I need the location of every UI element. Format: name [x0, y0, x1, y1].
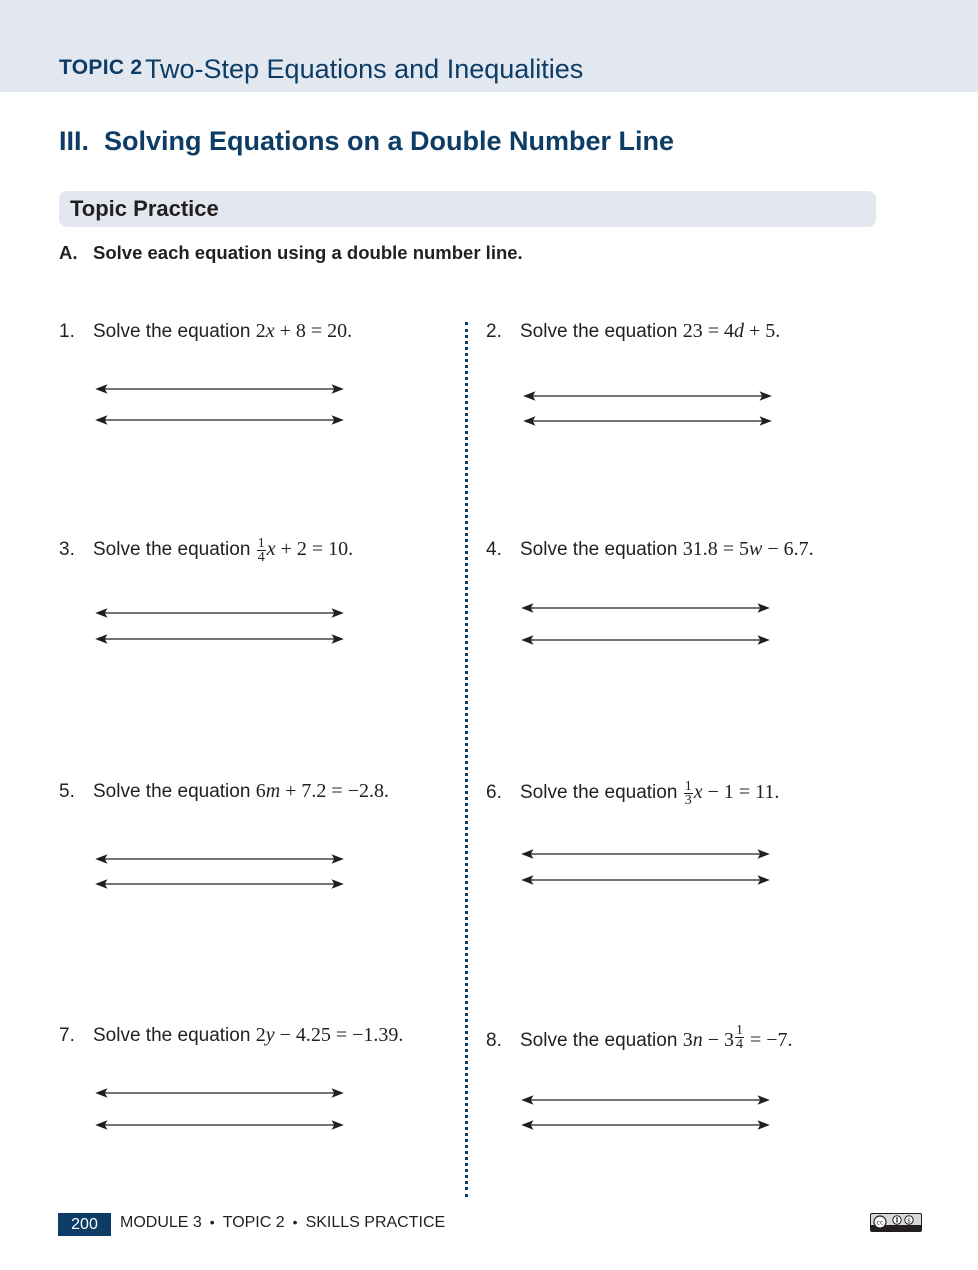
problem-number: 6.: [486, 782, 502, 804]
problem-number: 4.: [486, 539, 502, 560]
problem-1: [59, 320, 352, 343]
problem-5: [59, 780, 389, 803]
fraction: [735, 1024, 744, 1051]
number-line-bottom: [525, 418, 770, 425]
equation: [256, 1024, 404, 1046]
number-line-top: [523, 851, 768, 858]
variable: x: [266, 538, 276, 561]
problem-prompt: Solve the equation: [520, 539, 678, 560]
variable: y: [265, 1024, 275, 1046]
double-number-line-8: [522, 1094, 770, 1134]
problem-prompt: Solve the equation: [93, 321, 251, 342]
svg-text:$: $: [907, 1217, 911, 1225]
number-line-top: [97, 856, 342, 863]
double-number-line-1: [96, 382, 344, 428]
equation-mid: − 3: [702, 1029, 734, 1051]
number-line-bottom: [523, 877, 768, 884]
number-line-top: [525, 393, 770, 400]
double-number-line-4: [522, 601, 770, 647]
numerator: 1: [684, 779, 692, 794]
variable: d: [733, 320, 744, 342]
equation: [256, 536, 354, 565]
numerator: 1: [257, 536, 265, 551]
problem-number: 7.: [59, 1025, 75, 1046]
denominator: 3: [684, 793, 692, 808]
problem-6: [486, 780, 779, 807]
number-line-top: [97, 1090, 342, 1097]
footer-section: SKILLS PRACTICE: [305, 1214, 446, 1231]
equation-rest: − 6.7.: [762, 538, 814, 560]
equation: [682, 1023, 793, 1052]
double-number-line-2: [524, 390, 772, 430]
double-number-line-7: [96, 1086, 344, 1132]
equation: [256, 780, 389, 802]
topic-label: TOPIC 2: [59, 56, 143, 79]
coefficient: 2: [255, 1024, 266, 1046]
number-line-bottom: [523, 637, 768, 644]
problem-number: 3.: [59, 539, 75, 561]
equation-rest: + 5.: [743, 320, 781, 342]
coefficient: 2: [255, 320, 266, 342]
equation: [256, 320, 352, 342]
instruction: [59, 242, 523, 264]
number-line-bottom: [97, 636, 342, 643]
number-line-top: [523, 1097, 768, 1104]
number-line-top: [97, 610, 342, 617]
equation: [683, 320, 781, 342]
numerator: 1: [735, 1023, 743, 1038]
number-line-bottom: [523, 1122, 768, 1129]
equation-rest: = −7.: [744, 1029, 793, 1051]
footer-bullet: •: [292, 1214, 298, 1230]
double-number-line-3: [96, 607, 344, 647]
number-line-bottom: [97, 1122, 342, 1129]
problem-prompt: Solve the equation: [93, 1025, 251, 1046]
variable: x: [265, 320, 275, 342]
problem-3: [59, 537, 353, 564]
denominator: 4: [735, 1037, 743, 1052]
fraction: [257, 537, 266, 564]
creative-commons-license-icon: [870, 1213, 922, 1232]
problem-number: 2.: [486, 321, 502, 342]
footer-topic: TOPIC 2: [222, 1214, 285, 1231]
svg-text:cc: cc: [876, 1218, 884, 1227]
equation: [683, 779, 780, 808]
denominator: 4: [257, 550, 265, 565]
problem-number: 1.: [59, 321, 75, 342]
coefficient: 6: [255, 780, 266, 802]
problem-4: [486, 538, 814, 561]
variable: m: [265, 780, 281, 802]
footer-bullet: •: [209, 1214, 215, 1230]
problem-prompt: Solve the equation: [520, 321, 678, 342]
equation: [683, 538, 814, 560]
problem-prompt: Solve the equation: [520, 782, 678, 804]
equation-lhs: 23 = 4: [682, 320, 734, 342]
number-line-bottom: [97, 881, 342, 888]
equation-rest: + 7.2 = −2.8.: [280, 780, 389, 802]
topic-practice-label: Topic Practice: [70, 196, 219, 221]
problem-number: 8.: [486, 1030, 502, 1051]
problem-number: 5.: [59, 781, 75, 802]
equation-rest: − 4.25 = −1.39.: [274, 1024, 404, 1046]
topic-practice-bar: [59, 191, 876, 227]
cc-by-nc-icon: [871, 1214, 921, 1231]
equation-rest: − 1 = 11.: [702, 781, 780, 804]
instruction-letter: A.: [59, 242, 78, 263]
equation-rest: + 2 = 10.: [275, 538, 354, 561]
page-number: 200: [58, 1213, 111, 1236]
footer-breadcrumb: [120, 1214, 445, 1232]
number-line-bottom: [97, 417, 342, 424]
problem-8: [486, 1024, 793, 1052]
problem-2: [486, 320, 780, 343]
column-divider: [465, 322, 468, 1197]
double-number-line-6: [522, 848, 770, 888]
section-title: III. Solving Equations on a Double Number Line: [59, 126, 675, 156]
equation-rest: + 8 = 20.: [274, 320, 353, 342]
variable: x: [693, 781, 703, 804]
double-number-line-5: [96, 853, 344, 893]
fraction: [684, 780, 693, 807]
problem-prompt: Solve the equation: [93, 539, 251, 561]
problem-prompt: Solve the equation: [93, 781, 251, 802]
number-line-top: [97, 386, 342, 393]
footer-module: MODULE 3: [120, 1214, 202, 1231]
problem-7: [59, 1024, 403, 1047]
problem-prompt: Solve the equation: [520, 1030, 678, 1051]
coefficient: 3: [682, 1029, 693, 1051]
equation-lhs: 31.8 = 5: [682, 538, 749, 560]
variable: n: [692, 1029, 703, 1051]
number-line-top: [523, 605, 768, 612]
variable: w: [748, 538, 763, 560]
topic-title: Two-Step Equations and Inequalities: [145, 54, 584, 84]
instruction-text: Solve each equation using a double number line.: [93, 242, 523, 263]
